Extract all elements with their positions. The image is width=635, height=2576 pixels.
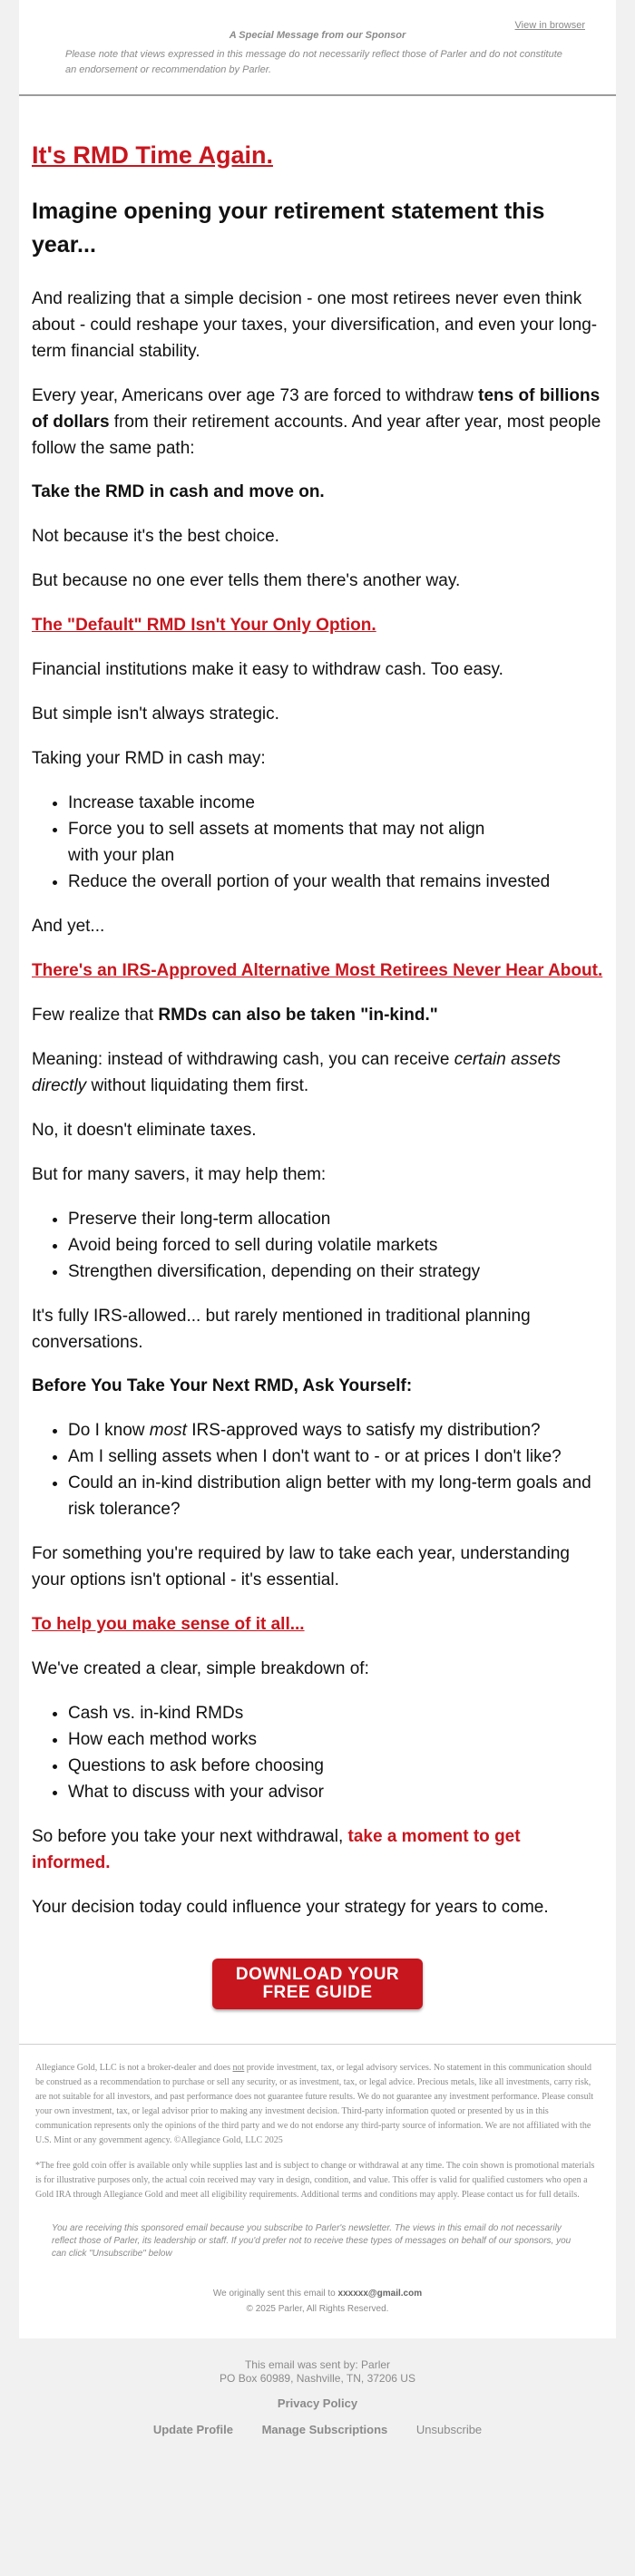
paragraph-2-c: from their retirement accounts. And year after year, most people follow the same path: <box>32 413 601 458</box>
sent-to-line <box>19 2286 616 2301</box>
sent-to <box>19 2260 616 2317</box>
paragraph-9 <box>32 1002 603 1028</box>
disclaimer-not: not <box>232 2063 245 2073</box>
list-guide-contents <box>32 1700 603 1805</box>
paragraph-14: For something you're required by law to take each year, understanding your options isn't optional - it's essential. <box>32 1544 570 1589</box>
bold-statement-2: Before You Take Your Next RMD, Ask Yourself: <box>32 1376 413 1395</box>
paragraph-11: No, it doesn't eliminate taxes. <box>32 1121 257 1140</box>
list-item: • Questions to ask before choosing <box>68 1753 603 1779</box>
list-item: • Reduce the overall portion of your wealth that remains invested <box>68 869 603 895</box>
list-item: • Could an in-kind distribution align better with my long-term goals and risk tolerance? <box>68 1470 603 1522</box>
list-item: • How each method works <box>68 1726 603 1753</box>
paragraph-2 <box>32 383 603 462</box>
paragraph-8: And yet... <box>32 917 105 936</box>
list-item-text: Force you to sell assets at moments that may not align with your plan <box>68 820 485 865</box>
disclaimer-b: provide investment, tax, or legal advisory services. No statement in this communication should be construed as a recommendation to purchase or sell any security, or as investment, tax, or legal advice. Precious metals, like all investments, carry risk, are not suitable for all investors, and past performance does not guarantee future results. We do not guarantee any investment performance. Please consult your own investment, tax, or legal advisor prior to making any investment decision. Third-party information quoted or presented by us in this communication represents only the opinions of the third party and we do not endorse any third-party source of information. We are not affiliated with the U.S. Mint or any government agency. ©Allegiance Gold, LLC 2025 <box>35 2063 594 2145</box>
sponsor-note-text-3: . <box>269 64 272 75</box>
get-informed-link[interactable]: take a moment to get informed. <box>32 1827 521 1872</box>
list-item: • Increase taxable income <box>68 790 603 816</box>
sent-by: This email was sent by: Parler <box>244 2358 391 2371</box>
sponsor-note-brand: Parler <box>440 49 467 60</box>
subheadline: Imagine opening your retirement statement this year... <box>32 199 545 258</box>
footer <box>19 2338 616 2436</box>
paragraph-5: Financial institutions make it easy to withdraw cash. Too easy. <box>32 660 503 679</box>
privacy-policy-link[interactable]: Privacy Policy <box>277 2396 358 2410</box>
list-item <box>68 1417 603 1444</box>
sponsor-note-brand-2: Parler <box>242 64 269 75</box>
sponsor-note <box>65 47 573 78</box>
paragraph-9-bold: RMDs can also be taken "in-kind." <box>158 1006 438 1025</box>
paragraph-16-a: So before you take your next withdrawal, <box>32 1827 348 1846</box>
paragraph-12: But for many savers, it may help them: <box>32 1165 327 1184</box>
cta-wrapper <box>32 1939 603 2044</box>
paragraph-17: Your decision today could influence your strategy for years to come. <box>32 1898 549 1917</box>
footer-links <box>19 2423 616 2436</box>
list-cash-risks <box>32 790 603 895</box>
headline-link[interactable]: It's RMD Time Again. <box>32 141 273 169</box>
email-container <box>19 0 616 2338</box>
paragraph-3: Not because it's the best choice. <box>32 527 279 546</box>
article-body <box>19 96 616 2044</box>
sponsor-title: A Special Message from our Sponsor <box>229 30 406 41</box>
manage-subscriptions-link[interactable]: Manage Subscriptions <box>261 2423 388 2436</box>
offer-paragraph: *The free gold coin offer is available only while supplies last and is subject to change or withdrawal at any time. The coin shown is promotional materials is for illustrative purposes only, the actual coin received may vary in design, condition, and value. This offer is valid for qualified customers who open a Gold IRA through Allegiance Gold and meet all eligibility requirements. Additional terms and conditions may apply. Please contact us for full details. <box>35 2161 595 2200</box>
sponsored-notice: You are receiving this sponsored email because you subscribe to Parler's newsletter. The views in this email do not necessarily reflect those of Parler, its leadership or staff. If you'd prefer not to receive these types of messages on behalf of our sponsors, you can click "Unsubscribe" below <box>52 2223 572 2259</box>
section-link-make-sense[interactable]: To help you make sense of it all... <box>32 1615 305 1634</box>
sponsor-note-text-2: and do not constitute an endorsement or recommendation by <box>65 49 562 75</box>
paragraph-9-a: Few realize that <box>32 1006 159 1025</box>
paragraph-1: And realizing that a simple decision - one most retirees never even think about - could reshape your taxes, your diversification, and even your long-term financial stability. <box>32 289 598 361</box>
sponsor-note-text-1: Please note that views expressed in this message do not necessarily reflect those of <box>65 49 441 60</box>
address: PO Box 60989, Nashville, TN, 37206 US <box>220 2372 415 2385</box>
section-link-irs-alternative[interactable]: There's an IRS-Approved Alternative Most Retirees Never Hear About. <box>32 961 603 980</box>
sent-to-email: xxxxxx@gmail.com <box>337 2289 423 2299</box>
list-item: • Preserve their long-term allocation <box>68 1206 603 1232</box>
paragraph-7: Taking your RMD in cash may: <box>32 749 266 768</box>
list-item-c: IRS-approved ways to satisfy my distribution? <box>186 1421 541 1440</box>
paragraph-13: It's fully IRS-allowed... but rarely mentioned in traditional planning conversations. <box>32 1307 531 1352</box>
list-item: • What to discuss with your advisor <box>68 1779 603 1805</box>
list-item: • Am I selling assets when I don't want to - or at prices I don't like? <box>68 1444 603 1470</box>
list-item-a: Do I know <box>68 1421 150 1440</box>
sent-to-text: We originally sent this email to <box>212 2289 338 2299</box>
paragraph-16 <box>32 1823 603 1876</box>
download-guide-button-line-2: FREE GUIDE <box>262 1983 373 2002</box>
list-item <box>68 816 603 869</box>
disclaimer-a: Allegiance Gold, LLC is not a broker-dealer and does <box>35 2063 233 2073</box>
section-link-default-rmd[interactable]: The "Default" RMD Isn't Your Only Option. <box>32 616 376 635</box>
disclaimer-paragraph <box>35 2061 600 2148</box>
list-benefits <box>32 1206 603 1285</box>
list-item: • Strengthen diversification, depending on their strategy <box>68 1259 603 1285</box>
paragraph-15: We've created a clear, simple breakdown of: <box>32 1659 369 1678</box>
view-in-browser-link[interactable]: View in browser <box>514 20 585 31</box>
legal-disclaimer <box>19 2045 616 2202</box>
paragraph-10-a: Meaning: instead of withdrawing cash, you can receive <box>32 1050 454 1069</box>
list-item: • Avoid being forced to sell during volatile markets <box>68 1232 603 1259</box>
paragraph-2-bold: tens of billions of dollars <box>32 386 601 432</box>
paragraph-4: But because no one ever tells them there's another way. <box>32 571 461 590</box>
download-guide-button-line-1: DOWNLOAD YOUR <box>235 1965 400 1984</box>
update-profile-link[interactable]: Update Profile <box>152 2423 233 2436</box>
bold-statement-1: Take the RMD in cash and move on. <box>32 482 325 501</box>
paragraph-2-a: Every year, Americans over age 73 are forced to withdraw <box>32 386 479 405</box>
list-item-italic: most <box>149 1421 187 1440</box>
paragraph-10-c: without liquidating them first. <box>86 1076 309 1095</box>
preheader <box>19 0 616 96</box>
spacer <box>19 2317 616 2338</box>
list-questions <box>32 1417 603 1522</box>
unsubscribe-link[interactable]: Unsubscribe <box>415 2423 483 2436</box>
list-item: • Cash vs. in-kind RMDs <box>68 1700 603 1726</box>
paragraph-10-italic: certain assets directly <box>32 1050 561 1095</box>
download-guide-button[interactable] <box>212 1959 423 2009</box>
paragraph-10 <box>32 1046 603 1099</box>
copyright: © 2025 Parler, All Rights Reserved. <box>246 2304 389 2314</box>
paragraph-6: But simple isn't always strategic. <box>32 705 279 724</box>
